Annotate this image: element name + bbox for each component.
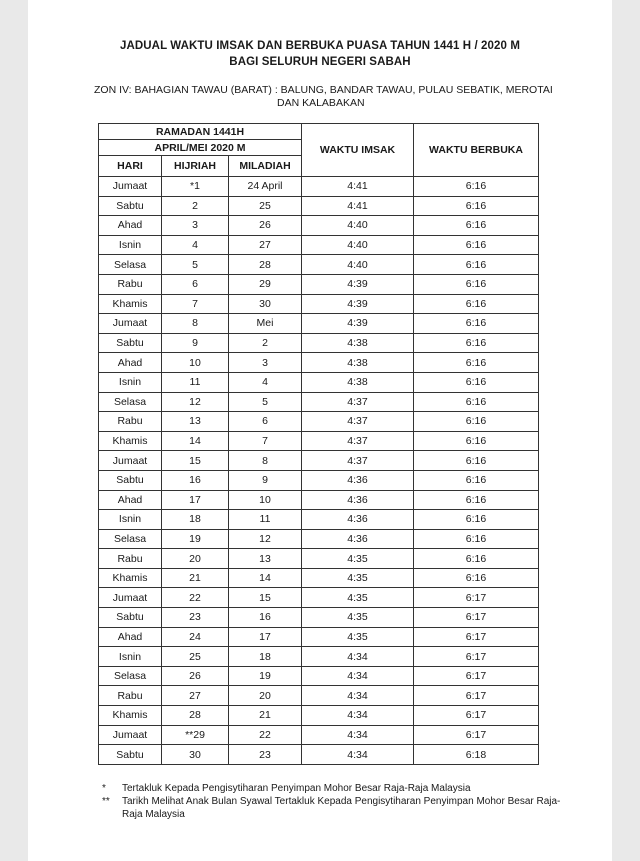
cell-hari: Isnin xyxy=(99,372,162,392)
cell-hari: Selasa xyxy=(99,255,162,275)
table-row xyxy=(99,392,539,412)
cell-berbuka: 6:17 xyxy=(414,588,539,608)
cell-hari: Sabtu xyxy=(99,470,162,490)
cell-hijriah: 4 xyxy=(162,235,229,255)
cell-miladiah: 12 xyxy=(229,529,302,549)
cell-miladiah: 18 xyxy=(229,647,302,667)
cell-berbuka: 6:16 xyxy=(414,431,539,451)
cell-hari: Khamis xyxy=(99,294,162,314)
cell-miladiah: 28 xyxy=(229,255,302,275)
cell-imsak: 4:35 xyxy=(302,627,414,647)
cell-hijriah: 18 xyxy=(162,510,229,530)
cell-miladiah: 17 xyxy=(229,627,302,647)
document-subtitle: BAGI SELURUH NEGERI SABAH xyxy=(229,56,411,68)
berbuka-header: WAKTU BERBUKA xyxy=(414,124,539,177)
cell-hari: Jumaat xyxy=(99,588,162,608)
cell-berbuka: 6:16 xyxy=(414,177,539,197)
table-row xyxy=(99,529,539,549)
cell-hijriah: 16 xyxy=(162,470,229,490)
cell-hari: Khamis xyxy=(99,568,162,588)
footnote xyxy=(102,782,572,795)
schedule-table xyxy=(98,123,539,765)
table-row xyxy=(99,196,539,216)
cell-imsak: 4:34 xyxy=(302,725,414,745)
footnote xyxy=(102,795,572,821)
footnote-text: Tertakluk Kepada Pengisytiharan Penyimpan Mohor Besar Raja-Raja Malaysia xyxy=(122,783,471,794)
cell-hari: Isnin xyxy=(99,510,162,530)
cell-imsak: 4:34 xyxy=(302,745,414,765)
document-title: JADUAL WAKTU IMSAK DAN BERBUKA PUASA TAHUN 1441 H / 2020 M xyxy=(119,40,521,52)
table-row xyxy=(99,235,539,255)
cell-berbuka: 6:16 xyxy=(414,392,539,412)
cell-hijriah: 15 xyxy=(162,451,229,471)
cell-hijriah: 24 xyxy=(162,627,229,647)
cell-berbuka: 6:16 xyxy=(414,568,539,588)
zone-line-1: ZON IV: BAHAGIAN TAWAU (BARAT) : BALUNG, BANDAR TAWAU, PULAU SEBATIK, MEROTAI xyxy=(94,84,553,96)
table-row xyxy=(99,510,539,530)
table-row xyxy=(99,608,539,628)
table-row xyxy=(99,627,539,647)
cell-hijriah: 2 xyxy=(162,196,229,216)
cell-berbuka: 6:16 xyxy=(414,549,539,569)
cell-hijriah: 26 xyxy=(162,666,229,686)
cell-berbuka: 6:16 xyxy=(414,216,539,236)
table-row xyxy=(99,255,539,275)
cell-hijriah: 25 xyxy=(162,647,229,667)
cell-hari: Selasa xyxy=(99,666,162,686)
cell-imsak: 4:34 xyxy=(302,686,414,706)
cell-miladiah: 6 xyxy=(229,412,302,432)
cell-miladiah: 8 xyxy=(229,451,302,471)
cell-miladiah: 5 xyxy=(229,392,302,412)
cell-imsak: 4:35 xyxy=(302,549,414,569)
cell-hari: Sabtu xyxy=(99,333,162,353)
cell-hari: Khamis xyxy=(99,431,162,451)
cell-imsak: 4:36 xyxy=(302,510,414,530)
table-row xyxy=(99,274,539,294)
cell-hijriah: 20 xyxy=(162,549,229,569)
cell-miladiah: 21 xyxy=(229,706,302,726)
miladiah-header: MILADIAH xyxy=(229,156,302,177)
hari-header: HARI xyxy=(99,156,162,177)
cell-miladiah: 4 xyxy=(229,372,302,392)
cell-berbuka: 6:16 xyxy=(414,255,539,275)
cell-miladiah: 3 xyxy=(229,353,302,373)
cell-imsak: 4:35 xyxy=(302,608,414,628)
cell-hijriah: 22 xyxy=(162,588,229,608)
table-row xyxy=(99,431,539,451)
table-row xyxy=(99,490,539,510)
footnote-text: Tarikh Melihat Anak Bulan Syawal Tertakluk Kepada Pengisytiharan Penyimpan Mohor Besar Raja-Raja Malaysia xyxy=(122,796,561,820)
cell-hijriah: 10 xyxy=(162,353,229,373)
ramadan-header: RAMADAN 1441H xyxy=(99,124,302,140)
cell-hari: Isnin xyxy=(99,235,162,255)
cell-berbuka: 6:17 xyxy=(414,647,539,667)
cell-hijriah: 5 xyxy=(162,255,229,275)
cell-hijriah: 19 xyxy=(162,529,229,549)
cell-hijriah: 3 xyxy=(162,216,229,236)
cell-hari: Jumaat xyxy=(99,725,162,745)
table-row xyxy=(99,177,539,197)
cell-imsak: 4:36 xyxy=(302,490,414,510)
cell-berbuka: 6:16 xyxy=(414,196,539,216)
cell-hijriah: 14 xyxy=(162,431,229,451)
cell-hijriah: 9 xyxy=(162,333,229,353)
cell-hari: Jumaat xyxy=(99,177,162,197)
cell-berbuka: 6:16 xyxy=(414,529,539,549)
cell-imsak: 4:39 xyxy=(302,274,414,294)
cell-hari: Jumaat xyxy=(99,314,162,334)
table-row xyxy=(99,706,539,726)
cell-imsak: 4:38 xyxy=(302,372,414,392)
cell-imsak: 4:38 xyxy=(302,353,414,373)
cell-berbuka: 6:16 xyxy=(414,235,539,255)
cell-hari: Sabtu xyxy=(99,745,162,765)
footnotes xyxy=(102,782,572,821)
zone-line-2: DAN KALABAKAN xyxy=(277,97,365,109)
cell-berbuka: 6:16 xyxy=(414,314,539,334)
cell-berbuka: 6:16 xyxy=(414,490,539,510)
table-row xyxy=(99,372,539,392)
cell-imsak: 4:39 xyxy=(302,294,414,314)
cell-hari: Ahad xyxy=(99,627,162,647)
cell-miladiah: 9 xyxy=(229,470,302,490)
cell-miladiah: 30 xyxy=(229,294,302,314)
cell-hijriah: 12 xyxy=(162,392,229,412)
table-row xyxy=(99,725,539,745)
cell-imsak: 4:39 xyxy=(302,314,414,334)
table-row xyxy=(99,333,539,353)
table-row xyxy=(99,686,539,706)
cell-imsak: 4:36 xyxy=(302,470,414,490)
cell-imsak: 4:34 xyxy=(302,706,414,726)
table-row xyxy=(99,216,539,236)
cell-miladiah: 13 xyxy=(229,549,302,569)
table-row xyxy=(99,568,539,588)
table-row xyxy=(99,549,539,569)
hijriah-header: HIJRIAH xyxy=(162,156,229,177)
cell-hijriah: 21 xyxy=(162,568,229,588)
table-row xyxy=(99,451,539,471)
cell-miladiah: 11 xyxy=(229,510,302,530)
footnote-mark: ** xyxy=(102,796,110,807)
cell-miladiah: 7 xyxy=(229,431,302,451)
zone-description xyxy=(94,84,584,110)
cell-hari: Rabu xyxy=(99,686,162,706)
cell-miladiah: 24 April xyxy=(229,177,302,197)
imsak-header: WAKTU IMSAK xyxy=(302,124,414,177)
cell-miladiah: 16 xyxy=(229,608,302,628)
cell-imsak: 4:35 xyxy=(302,588,414,608)
cell-miladiah: 25 xyxy=(229,196,302,216)
cell-hari: Ahad xyxy=(99,216,162,236)
cell-berbuka: 6:16 xyxy=(414,510,539,530)
table-row xyxy=(99,470,539,490)
cell-berbuka: 6:17 xyxy=(414,627,539,647)
cell-hijriah: 13 xyxy=(162,412,229,432)
cell-berbuka: 6:16 xyxy=(414,470,539,490)
cell-berbuka: 6:16 xyxy=(414,451,539,471)
cell-imsak: 4:40 xyxy=(302,255,414,275)
cell-imsak: 4:34 xyxy=(302,647,414,667)
table-row xyxy=(99,666,539,686)
cell-miladiah: 14 xyxy=(229,568,302,588)
cell-imsak: 4:35 xyxy=(302,568,414,588)
cell-berbuka: 6:16 xyxy=(414,372,539,392)
cell-hari: Sabtu xyxy=(99,196,162,216)
month-header: APRIL/MEI 2020 M xyxy=(99,140,302,156)
cell-hari: Ahad xyxy=(99,490,162,510)
cell-berbuka: 6:16 xyxy=(414,274,539,294)
cell-miladiah: 29 xyxy=(229,274,302,294)
table-row xyxy=(99,412,539,432)
cell-hari: Isnin xyxy=(99,647,162,667)
cell-berbuka: 6:17 xyxy=(414,608,539,628)
footnote-mark: * xyxy=(102,783,106,794)
cell-imsak: 4:38 xyxy=(302,333,414,353)
cell-hari: Sabtu xyxy=(99,608,162,628)
cell-hijriah: 6 xyxy=(162,274,229,294)
table-row xyxy=(99,745,539,765)
cell-berbuka: 6:16 xyxy=(414,294,539,314)
cell-miladiah: 15 xyxy=(229,588,302,608)
cell-hijriah: 17 xyxy=(162,490,229,510)
cell-hari: Ahad xyxy=(99,353,162,373)
cell-miladiah: 27 xyxy=(229,235,302,255)
cell-hijriah: 27 xyxy=(162,686,229,706)
cell-hari: Jumaat xyxy=(99,451,162,471)
cell-berbuka: 6:17 xyxy=(414,706,539,726)
cell-hijriah: *1 xyxy=(162,177,229,197)
table-row xyxy=(99,314,539,334)
cell-hijriah: 8 xyxy=(162,314,229,334)
table-row xyxy=(99,588,539,608)
cell-miladiah: Mei xyxy=(229,314,302,334)
cell-imsak: 4:37 xyxy=(302,451,414,471)
cell-imsak: 4:37 xyxy=(302,412,414,432)
cell-hari: Selasa xyxy=(99,529,162,549)
cell-hari: Khamis xyxy=(99,706,162,726)
cell-miladiah: 26 xyxy=(229,216,302,236)
cell-hijriah: 28 xyxy=(162,706,229,726)
cell-berbuka: 6:16 xyxy=(414,412,539,432)
cell-berbuka: 6:18 xyxy=(414,745,539,765)
table-row xyxy=(99,294,539,314)
cell-imsak: 4:40 xyxy=(302,216,414,236)
cell-hijriah: 30 xyxy=(162,745,229,765)
cell-hari: Rabu xyxy=(99,274,162,294)
cell-hari: Rabu xyxy=(99,549,162,569)
cell-miladiah: 2 xyxy=(229,333,302,353)
cell-imsak: 4:37 xyxy=(302,392,414,412)
cell-hari: Selasa xyxy=(99,392,162,412)
cell-miladiah: 23 xyxy=(229,745,302,765)
cell-berbuka: 6:17 xyxy=(414,686,539,706)
cell-berbuka: 6:16 xyxy=(414,333,539,353)
cell-imsak: 4:37 xyxy=(302,431,414,451)
cell-berbuka: 6:17 xyxy=(414,725,539,745)
cell-miladiah: 20 xyxy=(229,686,302,706)
cell-berbuka: 6:16 xyxy=(414,353,539,373)
cell-imsak: 4:36 xyxy=(302,529,414,549)
cell-imsak: 4:41 xyxy=(302,196,414,216)
cell-hijriah: **29 xyxy=(162,725,229,745)
table-row xyxy=(99,647,539,667)
cell-imsak: 4:40 xyxy=(302,235,414,255)
cell-miladiah: 22 xyxy=(229,725,302,745)
cell-imsak: 4:34 xyxy=(302,666,414,686)
cell-hari: Rabu xyxy=(99,412,162,432)
cell-imsak: 4:41 xyxy=(302,177,414,197)
cell-miladiah: 10 xyxy=(229,490,302,510)
cell-hijriah: 23 xyxy=(162,608,229,628)
cell-miladiah: 19 xyxy=(229,666,302,686)
cell-hijriah: 7 xyxy=(162,294,229,314)
table-row xyxy=(99,353,539,373)
cell-hijriah: 11 xyxy=(162,372,229,392)
cell-berbuka: 6:17 xyxy=(414,666,539,686)
